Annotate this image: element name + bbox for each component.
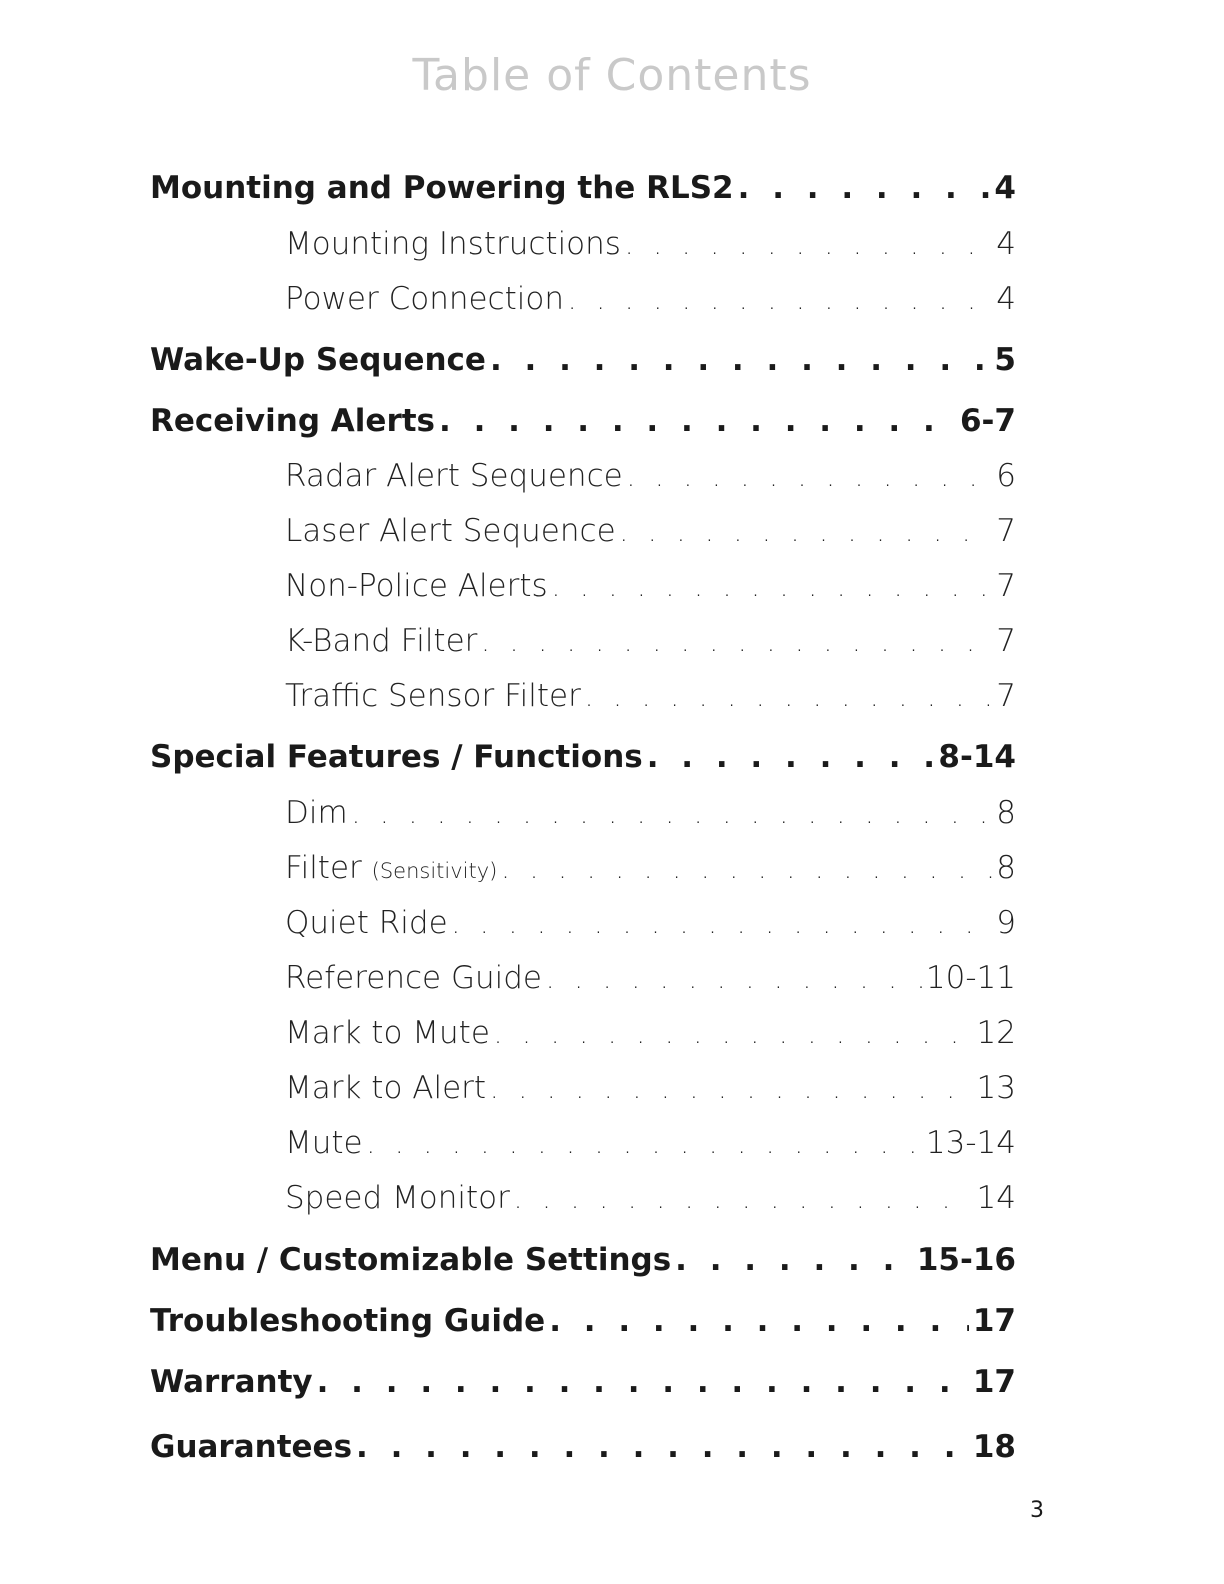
toc-entry-menu-settings[interactable] <box>150 1242 1016 1278</box>
dot-leader <box>317 1364 969 1400</box>
toc-entry-mark-to-mute[interactable] <box>285 1015 1016 1051</box>
page-title: Table of Contents <box>412 50 812 101</box>
toc-entry-laser-alert[interactable] <box>285 513 1016 549</box>
toc-entry-label-text: Filter <box>285 850 362 886</box>
toc-entry-label <box>285 850 497 886</box>
toc-entry-page: 14 <box>976 1180 1016 1216</box>
toc-entry-label: Mark to Mute <box>285 1015 490 1051</box>
dot-leader <box>501 855 992 885</box>
toc-entry-mute[interactable] <box>285 1125 1016 1161</box>
toc-entry-page: 4 <box>994 170 1016 206</box>
dot-leader <box>439 403 956 439</box>
toc-entry-label: Mark to Alert <box>285 1070 487 1106</box>
dot-leader <box>490 1075 972 1105</box>
toc-entry-label: K-Band Filter <box>285 623 478 659</box>
toc-entry-page: 13 <box>976 1070 1016 1106</box>
toc-entry-label: Power Connection <box>285 281 564 317</box>
toc-entry-page: 4 <box>996 226 1016 262</box>
toc-entry-page: 4 <box>996 281 1016 317</box>
toc-entry-page: 10-11 <box>925 960 1016 996</box>
toc-entry-radar-alert[interactable] <box>285 458 1016 494</box>
toc-entry-quiet-ride[interactable] <box>285 905 1016 941</box>
toc-entry-page: 15-16 <box>916 1242 1016 1278</box>
toc-entry-mark-to-alert[interactable] <box>285 1070 1016 1106</box>
toc-entry-page: 5 <box>994 342 1016 378</box>
dot-leader <box>647 739 935 775</box>
toc-entry-page: 8 <box>996 795 1016 831</box>
dot-leader <box>625 231 992 261</box>
toc-entry-k-band[interactable] <box>285 623 1016 659</box>
toc-entry-label: Quiet Ride <box>285 905 448 941</box>
toc-entry-mounting-instructions[interactable] <box>285 226 1016 262</box>
toc-entry-label: Laser Alert Sequence <box>285 513 616 549</box>
toc-entry-page: 8-14 <box>938 739 1016 775</box>
dot-leader <box>585 683 992 713</box>
dot-leader <box>490 342 990 378</box>
toc-entry-page: 7 <box>996 568 1016 604</box>
toc-entry-label: Non-Police Alerts <box>285 568 548 604</box>
toc-entry-label: Mounting Instructions <box>285 226 621 262</box>
toc-entry-label: Reference Guide <box>285 960 542 996</box>
toc-entry-label: Menu / Customizable Settings <box>150 1242 672 1278</box>
toc-entry-page: 7 <box>996 513 1016 549</box>
toc-entry-mounting-powering[interactable] <box>150 170 1016 206</box>
page-number: 3 <box>1030 1498 1044 1523</box>
dot-leader <box>452 910 993 940</box>
toc-entry-label: Guarantees <box>150 1429 353 1465</box>
toc-entry-page: 17 <box>972 1364 1016 1400</box>
toc-entry-label: Troubleshooting Guide <box>150 1303 546 1339</box>
dot-leader <box>494 1020 973 1050</box>
toc-entry-label: Radar Alert Sequence <box>285 458 623 494</box>
toc-entry-page: 18 <box>972 1429 1016 1465</box>
toc-entry-receiving-alerts[interactable] <box>150 403 1016 439</box>
toc-entry-page: 7 <box>996 623 1016 659</box>
dot-leader <box>549 1303 969 1339</box>
dot-leader <box>352 800 993 830</box>
toc-entry-special-features[interactable] <box>150 739 1016 775</box>
toc-entry-traffic-sensor[interactable] <box>285 678 1016 714</box>
toc-entry-power-connection[interactable] <box>285 281 1016 317</box>
toc-entry-filter[interactable] <box>285 850 1016 886</box>
dot-leader <box>620 518 993 548</box>
toc-entry-label: Wake-Up Sequence <box>150 342 486 378</box>
dot-leader <box>627 463 993 493</box>
toc-entry-page: 7 <box>996 678 1016 714</box>
dot-leader <box>568 286 992 316</box>
toc-entry-label: Dim <box>285 795 348 831</box>
toc-entry-page: 12 <box>976 1015 1016 1051</box>
toc-entry-dim[interactable] <box>285 795 1016 831</box>
toc-entry-page: 17 <box>972 1303 1016 1339</box>
toc-entry-warranty[interactable] <box>150 1364 1016 1400</box>
toc-entry-label: Mounting and Powering the RLS2 <box>150 170 734 206</box>
toc-entry-page: 13-14 <box>925 1125 1016 1161</box>
dot-leader <box>481 628 992 658</box>
toc-entry-label: Traffic Sensor Filter <box>285 678 581 714</box>
toc-entry-label: Receiving Alerts <box>150 403 436 439</box>
dot-leader <box>552 573 993 603</box>
toc-entry-page: 9 <box>996 905 1016 941</box>
dot-leader <box>367 1130 922 1160</box>
toc-entry-page: 6-7 <box>959 403 1016 439</box>
toc-entry-guarantees[interactable] <box>150 1429 1016 1465</box>
toc-entry-note: (Sensitivity) <box>371 859 498 883</box>
toc-entry-label: Speed Monitor <box>285 1180 510 1216</box>
toc-entry-troubleshooting[interactable] <box>150 1303 1016 1339</box>
toc-entry-label: Warranty <box>150 1364 313 1400</box>
toc-entry-label: Special Features / Functions <box>150 739 643 775</box>
dot-leader <box>738 170 991 206</box>
toc-entry-label: Mute <box>285 1125 363 1161</box>
toc-entry-page: 8 <box>996 850 1016 886</box>
toc-entry-wake-up[interactable] <box>150 342 1016 378</box>
toc-entry-reference-guide[interactable] <box>285 960 1016 996</box>
dot-leader <box>546 965 922 995</box>
toc-entry-page: 6 <box>996 458 1016 494</box>
toc-entry-speed-monitor[interactable] <box>285 1180 1016 1216</box>
dot-leader <box>356 1429 969 1465</box>
dot-leader <box>675 1242 913 1278</box>
dot-leader <box>514 1185 973 1215</box>
toc-entry-non-police[interactable] <box>285 568 1016 604</box>
